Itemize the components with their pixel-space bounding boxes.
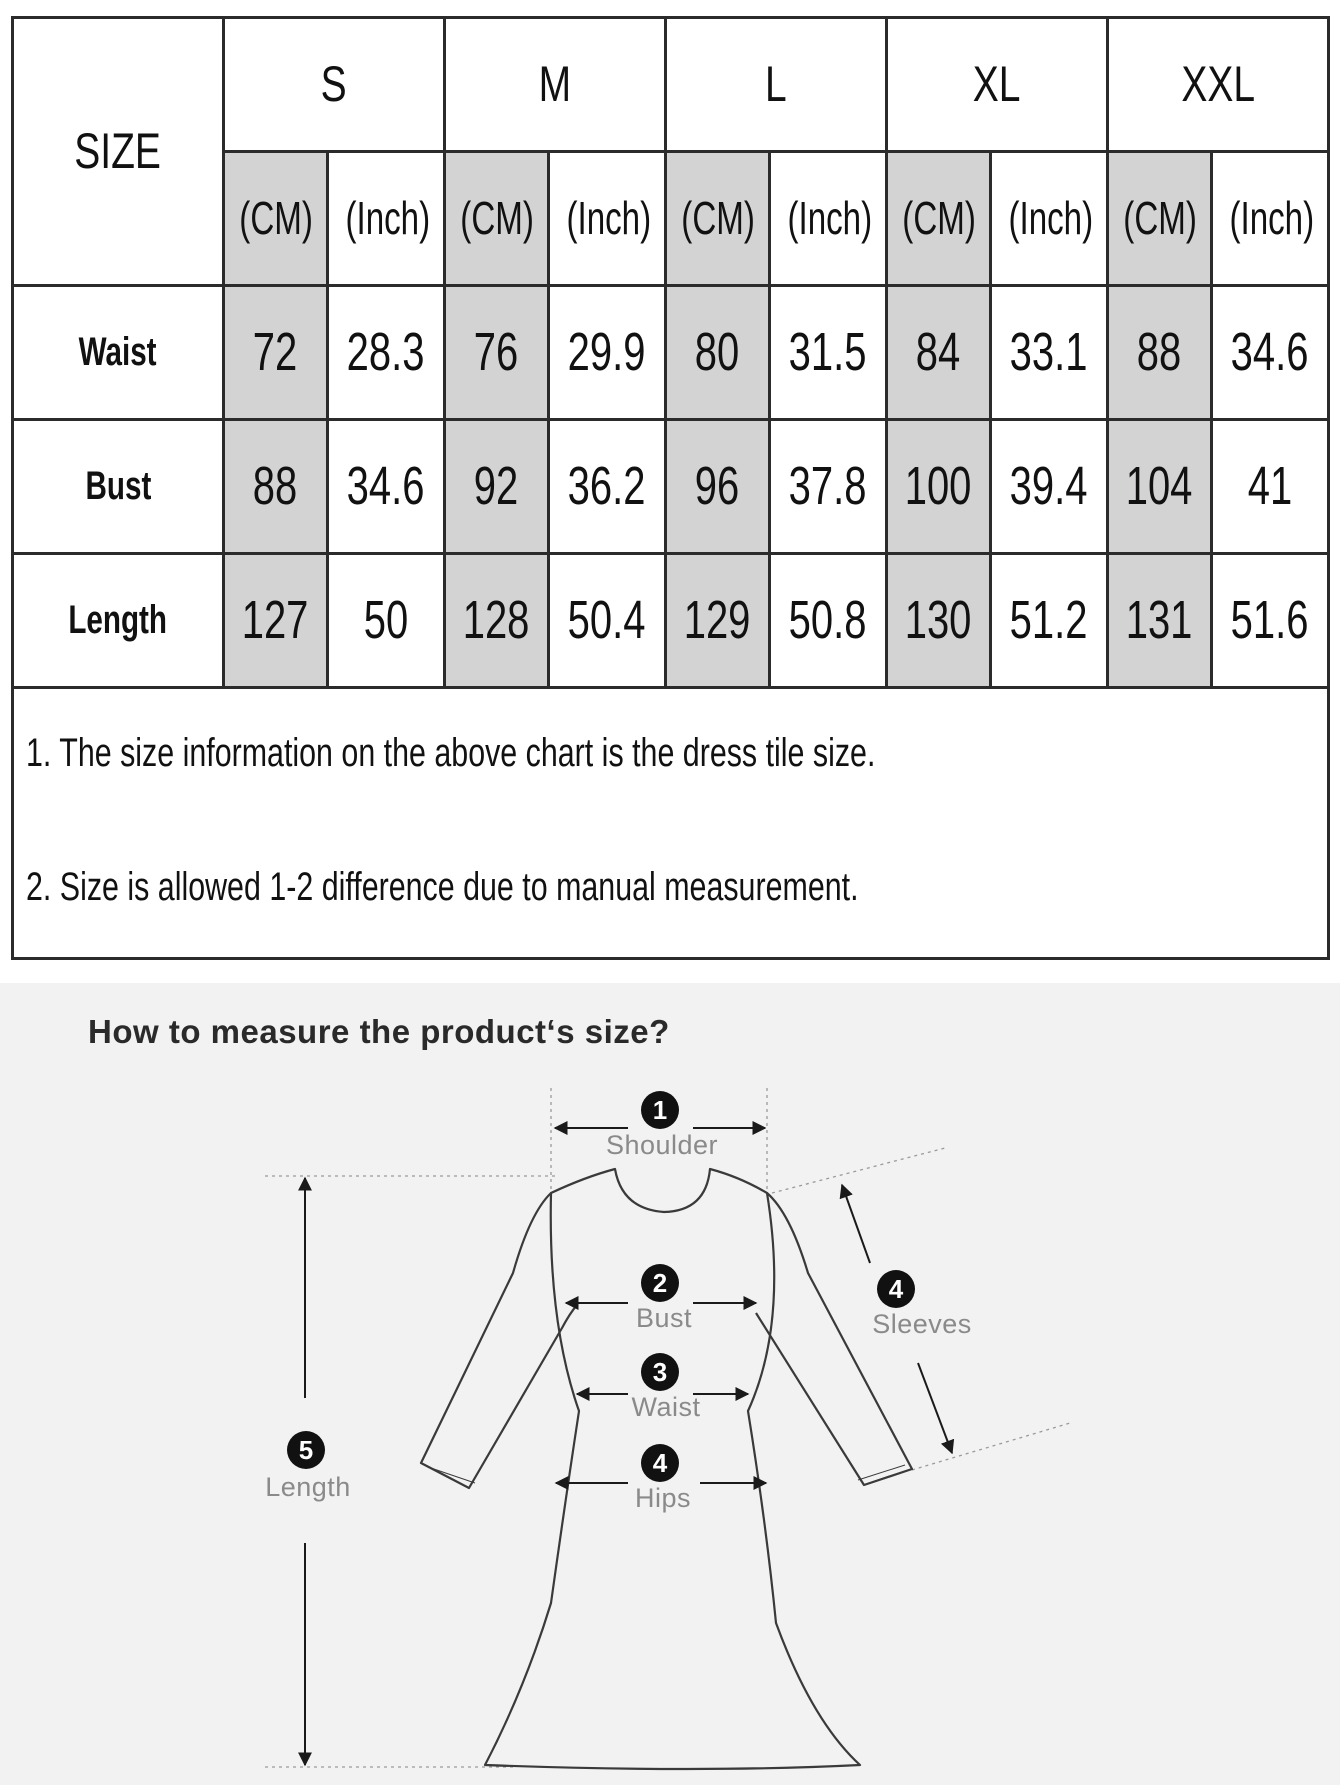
unit-cm-cell [1108, 151, 1212, 285]
notes-row [13, 687, 1329, 958]
value: 88 [253, 456, 298, 517]
size-label: L [765, 56, 787, 113]
size-label: XXL [1181, 56, 1255, 113]
length-row [13, 553, 1329, 687]
value: 41 [1247, 456, 1293, 517]
number-badges [287, 1091, 915, 1482]
value: 50.4 [568, 590, 646, 651]
value-cell [887, 553, 991, 687]
value-cell [445, 553, 549, 687]
unit-cm-cell [887, 151, 991, 285]
badge-waist-number: 3 [652, 1357, 668, 1387]
value-cell [1212, 285, 1329, 419]
value-cell [666, 285, 770, 419]
unit-cm-cell [224, 151, 328, 285]
value: 92 [474, 456, 519, 517]
value-cell [991, 553, 1108, 687]
value-cell [1108, 419, 1212, 553]
value: 51.6 [1231, 590, 1309, 651]
value-cell [549, 419, 666, 553]
value: 84 [916, 322, 961, 383]
measure-arrows [305, 1128, 952, 1765]
size-label: XL [973, 56, 1021, 113]
row-label-cell [13, 419, 224, 553]
badge-bust-number: 2 [652, 1268, 668, 1298]
value: 128 [463, 590, 530, 651]
value: 29.9 [568, 322, 646, 383]
value: 130 [905, 590, 972, 651]
label-waist: Waist [631, 1392, 701, 1422]
unit-cm-label: (CM) [1123, 192, 1197, 245]
unit-inch-cell [770, 151, 887, 285]
label-length: Length [265, 1472, 351, 1502]
value-cell [991, 285, 1108, 419]
size-header-row [13, 18, 1329, 152]
unit-cm-cell [445, 151, 549, 285]
value-cell [770, 553, 887, 687]
unit-inch-label: (Inch) [566, 192, 652, 245]
value-cell [1212, 419, 1329, 553]
label-sleeves: Sleeves [872, 1309, 972, 1339]
value: 28.3 [347, 322, 425, 383]
value: 34.6 [1231, 322, 1309, 383]
value: 34.6 [347, 456, 425, 517]
value: 36.2 [568, 456, 646, 517]
unit-inch-label: (Inch) [1229, 192, 1315, 245]
value: 80 [695, 322, 740, 383]
value: 31.5 [789, 322, 867, 383]
badge-shoulder-number: 1 [652, 1095, 668, 1125]
value: 50.8 [789, 590, 867, 651]
unit-inch-label: (Inch) [1008, 192, 1094, 245]
value-cell [549, 553, 666, 687]
size-header-cell [13, 18, 224, 286]
row-label: Waist [79, 329, 157, 374]
value-cell [224, 419, 328, 553]
waist-row [13, 285, 1329, 419]
value: 39.4 [1010, 456, 1088, 517]
value-cell [991, 419, 1108, 553]
size-label: S [320, 56, 348, 113]
unit-inch-label: (Inch) [345, 192, 431, 245]
value-cell [445, 285, 549, 419]
size-xxl-header [1108, 18, 1329, 152]
row-label-cell [13, 285, 224, 419]
label-shoulder: Shoulder [605, 1130, 719, 1160]
guide-lines [265, 1088, 1070, 1767]
value-cell [770, 285, 887, 419]
value: 96 [695, 456, 740, 517]
value: 88 [1137, 322, 1182, 383]
value: 72 [253, 322, 298, 383]
measure-guide [0, 983, 1340, 1785]
unit-cm-label: (CM) [902, 192, 976, 245]
value-cell [328, 553, 445, 687]
value-cell [224, 285, 328, 419]
row-label: Bust [85, 463, 151, 508]
value-cell [1212, 553, 1329, 687]
measure-guide-title: How to measure the product‘s size? [88, 1013, 670, 1050]
dress-diagram [0, 983, 1340, 1785]
bust-row [13, 419, 1329, 553]
value: 37.8 [789, 456, 867, 517]
value-cell [224, 553, 328, 687]
unit-cm-label: (CM) [239, 192, 313, 245]
value: 51.2 [1010, 590, 1088, 651]
unit-inch-label: (Inch) [787, 192, 873, 245]
unit-cm-label: (CM) [681, 192, 755, 245]
value: 129 [684, 590, 751, 651]
value: 33.1 [1010, 322, 1088, 383]
value-cell [770, 419, 887, 553]
value-cell [549, 285, 666, 419]
value: 50 [363, 590, 409, 651]
value: 104 [1126, 456, 1193, 517]
size-xl-header [887, 18, 1108, 152]
label-bust: Bust [635, 1303, 693, 1333]
label-hips: Hips [634, 1483, 692, 1513]
row-label-cell [13, 553, 224, 687]
value-cell [328, 419, 445, 553]
value-cell [328, 285, 445, 419]
badge-length-number: 5 [298, 1435, 314, 1465]
value: 127 [242, 590, 309, 651]
size-header-label: SIZE [74, 123, 162, 180]
value: 100 [905, 456, 972, 517]
unit-cm-label: (CM) [460, 192, 534, 245]
value-cell [1108, 285, 1212, 419]
size-s-header [224, 18, 445, 152]
unit-inch-cell [991, 151, 1108, 285]
size-label: M [538, 56, 572, 113]
unit-inch-cell [549, 151, 666, 285]
notes-cell [13, 687, 1329, 958]
note-1: 1. The size information on the above chart is the dress tile size. [26, 730, 876, 775]
value-cell [887, 285, 991, 419]
unit-cm-cell [666, 151, 770, 285]
value-cell [1108, 553, 1212, 687]
badge-sleeves-number: 4 [888, 1274, 904, 1304]
value-cell [666, 553, 770, 687]
badge-hips-number: 4 [652, 1448, 668, 1478]
value: 131 [1126, 590, 1193, 651]
unit-inch-cell [328, 151, 445, 285]
value-cell [666, 419, 770, 553]
size-l-header [666, 18, 887, 152]
size-chart-table [11, 16, 1330, 960]
size-m-header [445, 18, 666, 152]
measure-labels [265, 1130, 972, 1513]
value-cell [445, 419, 549, 553]
value-cell [887, 419, 991, 553]
value: 76 [474, 322, 519, 383]
row-label: Length [68, 597, 168, 642]
note-2: 2. Size is allowed 1-2 difference due to manual measurement. [26, 864, 859, 909]
unit-inch-cell [1212, 151, 1329, 285]
